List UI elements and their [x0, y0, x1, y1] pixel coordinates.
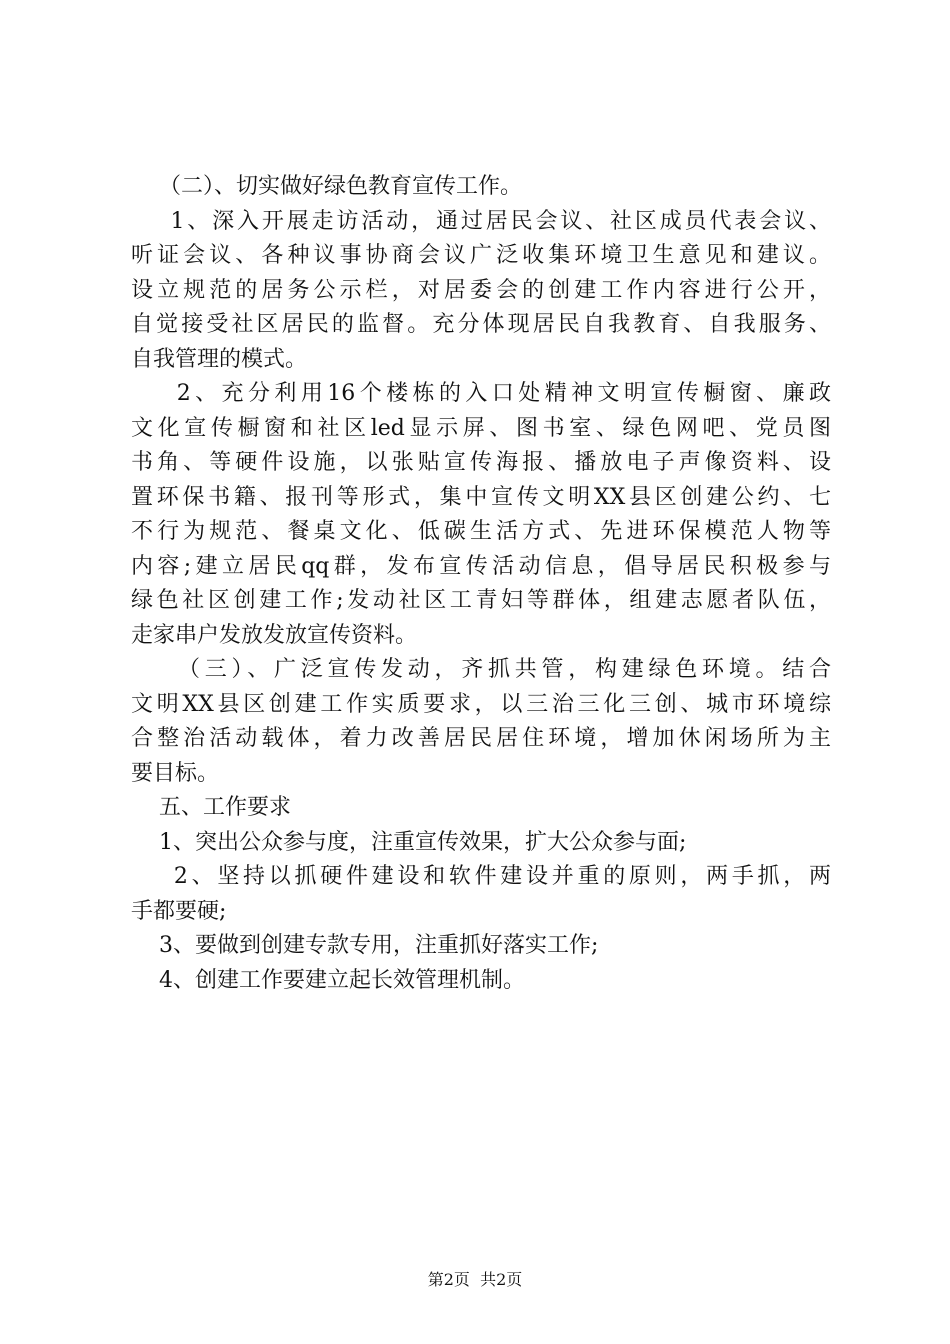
text-line: 内容;建立居民qq群，发布宣传活动信息，倡导居民积极参与: [131, 553, 831, 579]
page-footer: 第2页 共2页: [427, 1270, 523, 1289]
text-line: 要目标。: [131, 760, 220, 786]
text-line: （二）、切实做好绿色教育宣传工作。: [131, 174, 522, 199]
text-line: 2、充分利用16个楼栋的入口处精神文明宣传橱窗、廉政: [131, 381, 831, 406]
text-line: 五、工作要求: [131, 795, 291, 820]
text-line: 2、坚持以抓硬件建设和软件建设并重的原则，两手抓，两: [131, 864, 831, 889]
text-line: 听证会议、各种议事协商会议广泛收集环境卫生意见和建议。: [131, 243, 831, 268]
text-line: 1、突出公众参与度，注重宣传效果，扩大公众参与面;: [131, 829, 687, 855]
text-line: 手都要硬;: [131, 898, 227, 924]
text-line: 自我管理的模式。: [131, 346, 308, 372]
text-line: 不行为规范、餐桌文化、低碳生活方式、先进环保模范人物等: [131, 519, 831, 544]
text-line: 绿色社区创建工作;发动社区工青妇等群体，组建志愿者队伍，: [131, 588, 831, 613]
text-line: 文化宣传橱窗和社区led显示屏、图书室、绿色网吧、党员图: [131, 415, 831, 441]
text-line: 3、要做到创建专款专用，注重抓好落实工作;: [131, 933, 599, 958]
text-line: 1、深入开展走访活动，通过居民会议、社区成员代表会议、: [131, 208, 831, 234]
text-line: 设立规范的居务公示栏，对居委会的创建工作内容进行公开，: [131, 277, 831, 303]
text-line: 4、创建工作要建立起长效管理机制。: [131, 967, 525, 993]
text-line: 走家串户发放发放宣传资料。: [131, 622, 418, 648]
text-line: （三）、广泛宣传发动，齐抓共管，构建绿色环境。结合: [131, 657, 831, 682]
text-line: 书角、等硬件设施，以张贴宣传海报、播放电子声像资料、设: [131, 450, 831, 475]
text-line: 合整治活动载体，着力改善居民居住环境，增加休闲场所为主: [131, 726, 831, 751]
text-line: 文明XX县区创建工作实质要求，以三治三化三创、城市环境综: [131, 691, 831, 717]
text-line: 置环保书籍、报刊等形式，集中宣传文明XX县区创建公约、七: [131, 484, 831, 510]
text-line: 自觉接受社区居民的监督。充分体现居民自我教育、自我服务、: [131, 312, 831, 337]
document-body: [131, 170, 831, 998]
